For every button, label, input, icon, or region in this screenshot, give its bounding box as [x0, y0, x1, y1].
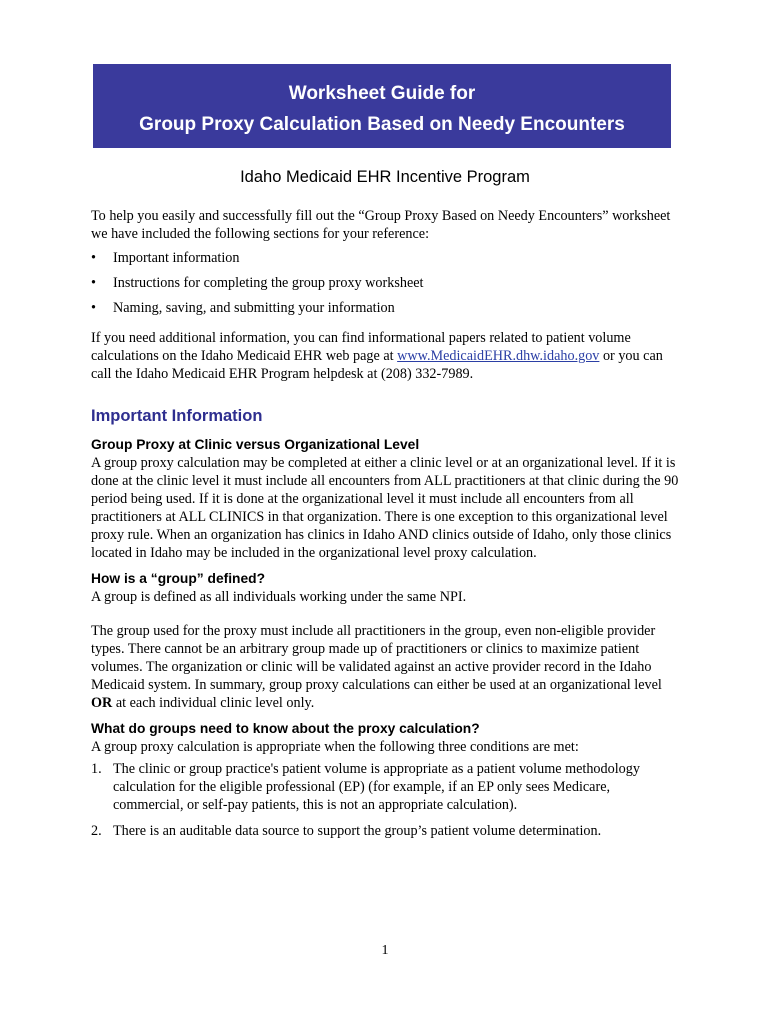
list-item-text: Naming, saving, and submitting your information — [113, 300, 395, 316]
list-number: 2. — [91, 823, 102, 839]
bullet-icon: • — [91, 250, 96, 266]
spacer — [91, 712, 683, 720]
list-item-text: There is an auditable data source to support the group’s patient volume determination. — [113, 823, 602, 839]
group-rules-text-end: at each individual clinic level only. — [112, 695, 315, 711]
spacer — [91, 606, 683, 622]
list-item-text: Instructions for completing the group proxy worksheet — [113, 275, 424, 291]
list-item — [91, 274, 683, 292]
additional-info-paragraph — [91, 329, 683, 383]
bullet-icon: • — [91, 300, 96, 316]
what-to-know-paragraph: A group proxy calculation is appropriate when the following three conditions are met: — [91, 739, 579, 755]
reference-sections-list — [91, 249, 683, 317]
group-defined-paragraph: A group is defined as all individuals working under the same NPI. — [91, 589, 467, 605]
title-line-2: Group Proxy Calculation Based on Needy Encounters — [139, 114, 625, 135]
page-number: 1 — [381, 943, 389, 958]
title-banner — [93, 64, 671, 148]
list-item-text: Important information — [113, 250, 240, 266]
clinic-vs-org-paragraph: A group proxy calculation may be completed at either a clinic level or at an organizational level. If it is done at the clinic level it must include all encounters from ALL practitioners at that clinic during the 90 period being used. If it is done at the organizational level it must include all encounters from all practitioners at ALL CLINICS in that organization. There is one exception to this organizational level proxy rule. When an organization has clinics in Idaho AND clinics outside of Idaho, only those clinics located in Idaho may be included in the organizational level proxy calculation. — [91, 455, 679, 561]
or-emphasis: OR — [91, 695, 113, 711]
program-subtitle: Idaho Medicaid EHR Incentive Program — [240, 168, 530, 186]
group-proxy-rules-paragraph — [91, 622, 683, 712]
group-rules-text: The group used for the proxy must include all practitioners in the group, even non-eligible provider types. There cannot be an arbitrary group made up of practitioners or clinics to maximize patient volumes. The organization or clinic will be validated against an active provider record in the Idaho Medicaid system. In summary, group proxy calculations can either be used at an organizational level — [91, 623, 662, 693]
helpdesk-text: or you can call the Idaho Medicaid EHR Program helpdesk at (208) 332-7989. — [91, 348, 663, 382]
additional-info-text: If you need additional information, you can find informational papers related to patient volume calculations on the Idaho Medicaid EHR web page at — [91, 330, 631, 364]
list-item — [91, 822, 683, 840]
list-item — [91, 760, 683, 814]
intro-paragraph: To help you easily and successfully fill out the “Group Proxy Based on Needy Encounters” worksheet we have included the following sections for your reference: — [91, 208, 671, 242]
spacer — [91, 562, 683, 570]
clinic-vs-org-heading: Group Proxy at Clinic versus Organizational Level — [91, 437, 420, 452]
important-information-heading: Important Information — [91, 407, 263, 425]
title-line-1: Worksheet Guide for — [288, 83, 476, 104]
list-item — [91, 249, 683, 267]
document-body — [91, 207, 683, 848]
medicaid-ehr-website-link[interactable]: www.MedicaidEHR.dhw.idaho.gov — [397, 348, 600, 364]
list-item-text: The clinic or group practice's patient volume is appropriate as a patient volume methodology calculation for the eligible professional (EP) (for example, if an EP only sees Medicare, commercial, or self-pay patients, this is not an appropriate calculation). — [113, 761, 640, 813]
list-number: 1. — [91, 761, 102, 777]
conditions-list — [91, 760, 683, 840]
list-item — [91, 299, 683, 317]
what-to-know-heading: What do groups need to know about the proxy calculation? — [91, 721, 480, 736]
group-defined-heading: How is a “group” defined? — [91, 571, 265, 586]
bullet-icon: • — [91, 275, 96, 291]
